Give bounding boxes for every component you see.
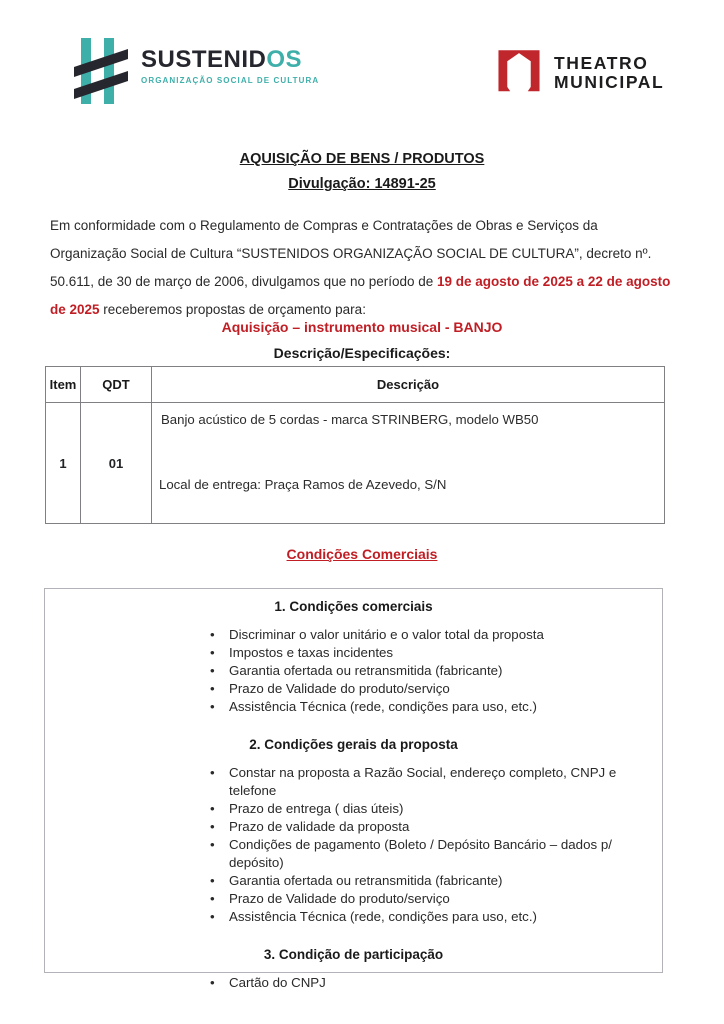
- document-title: AQUISIÇÃO DE BENS / PRODUTOS: [239, 151, 485, 167]
- cell-descricao: [152, 403, 665, 524]
- theatro-wordmark: [554, 54, 664, 92]
- theatro-municipal-logo: [497, 42, 664, 103]
- specification-table: [45, 366, 665, 524]
- condition-list: [208, 974, 660, 992]
- document-title-block: [0, 151, 724, 192]
- intro-paragraph: [50, 212, 678, 324]
- sustenidos-name-accent: OS: [266, 46, 303, 73]
- condition-section-heading: 3. Condição de participação: [263, 947, 444, 962]
- condition-item: • Prazo de Validade do produto/serviço: [208, 680, 660, 698]
- column-header-descricao: Descrição: [152, 367, 665, 403]
- condition-item: • Discriminar o valor unitário e o valor total da proposta: [208, 626, 660, 644]
- sustenidos-wordmark: [141, 38, 319, 109]
- sustenidos-tagline: ORGANIZAÇÃO SOCIAL DE CULTURA: [141, 76, 320, 85]
- condition-item: • Assistência Técnica (rede, condições para uso, etc.): [208, 698, 660, 716]
- intro-date-range: 19 de agosto de 2025 a 22 de agosto de 2025: [50, 274, 671, 317]
- acquisition-title: Aquisição – instrumento musical - BANJO: [221, 319, 503, 335]
- table-header-row: [46, 367, 665, 403]
- cell-qdt: 01: [81, 403, 152, 524]
- condition-item: • Cartão do CNPJ: [208, 974, 660, 992]
- condition-item: • Prazo de Validade do produto/serviço: [208, 890, 660, 908]
- condition-item: • Garantia ofertada ou retransmitida (fabricante): [208, 662, 660, 680]
- cell-item: 1: [46, 403, 81, 524]
- condition-item: • Garantia ofertada ou retransmitida (fabricante): [208, 872, 660, 890]
- condition-item: • Impostos e taxas incidentes: [208, 644, 660, 662]
- delivery-location-line: Local de entrega: Praça Ramos de Azevedo, S/N: [159, 477, 447, 492]
- condition-item: • Assistência Técnica (rede, condições para uso, etc.): [208, 908, 660, 926]
- sustenidos-name-dark: SUSTENID: [141, 46, 267, 73]
- column-header-item: Item: [46, 367, 81, 403]
- condition-item: • Constar na proposta a Razão Social, endereço completo, CNPJ e telefone: [208, 764, 660, 800]
- document-subtitle: Divulgação: 14891-25: [288, 176, 436, 192]
- specifications-subtitle: Descrição/Especificações:: [273, 345, 451, 361]
- condition-list: [208, 626, 660, 716]
- condition-section-heading: 1. Condições comerciais: [274, 599, 433, 614]
- conditions-title: Condições Comerciais: [286, 546, 438, 562]
- conditions-box: [44, 588, 663, 990]
- table-row: [46, 403, 665, 524]
- intro-text-part1: Em conformidade com o Regulamento de Compras e Contratações de Obras e Serviços da Organização Social de Cultura “SUSTENIDOS ORGANIZAÇÃO SOCIAL DE CULTURA”, decreto nº. 50.611, de 30 de março de 2006, divulgamos que no período de: [50, 218, 652, 289]
- column-header-qdt: QDT: [81, 367, 152, 403]
- theatro-line2: MUNICIPAL: [554, 71, 665, 92]
- condition-item: • Condições de pagamento (Boleto / Depósito Bancário – dados p/ depósito): [208, 836, 660, 872]
- condition-list: [208, 764, 660, 926]
- hash-icon: [74, 38, 132, 109]
- theatro-arch-icon: [497, 42, 541, 103]
- condition-item: • Prazo de entrega ( dias úteis): [208, 800, 660, 818]
- condition-section-heading: 2. Condições gerais da proposta: [249, 737, 458, 752]
- theatro-line1: THEATRO: [554, 52, 649, 73]
- condition-item: • Prazo de validade da proposta: [208, 818, 660, 836]
- intro-text-part2: receberemos propostas de orçamento para:: [99, 302, 366, 317]
- sustenidos-logo: [74, 38, 319, 109]
- description-line: Banjo acústico de 5 cordas - marca STRINBERG, modelo WB50: [161, 412, 539, 427]
